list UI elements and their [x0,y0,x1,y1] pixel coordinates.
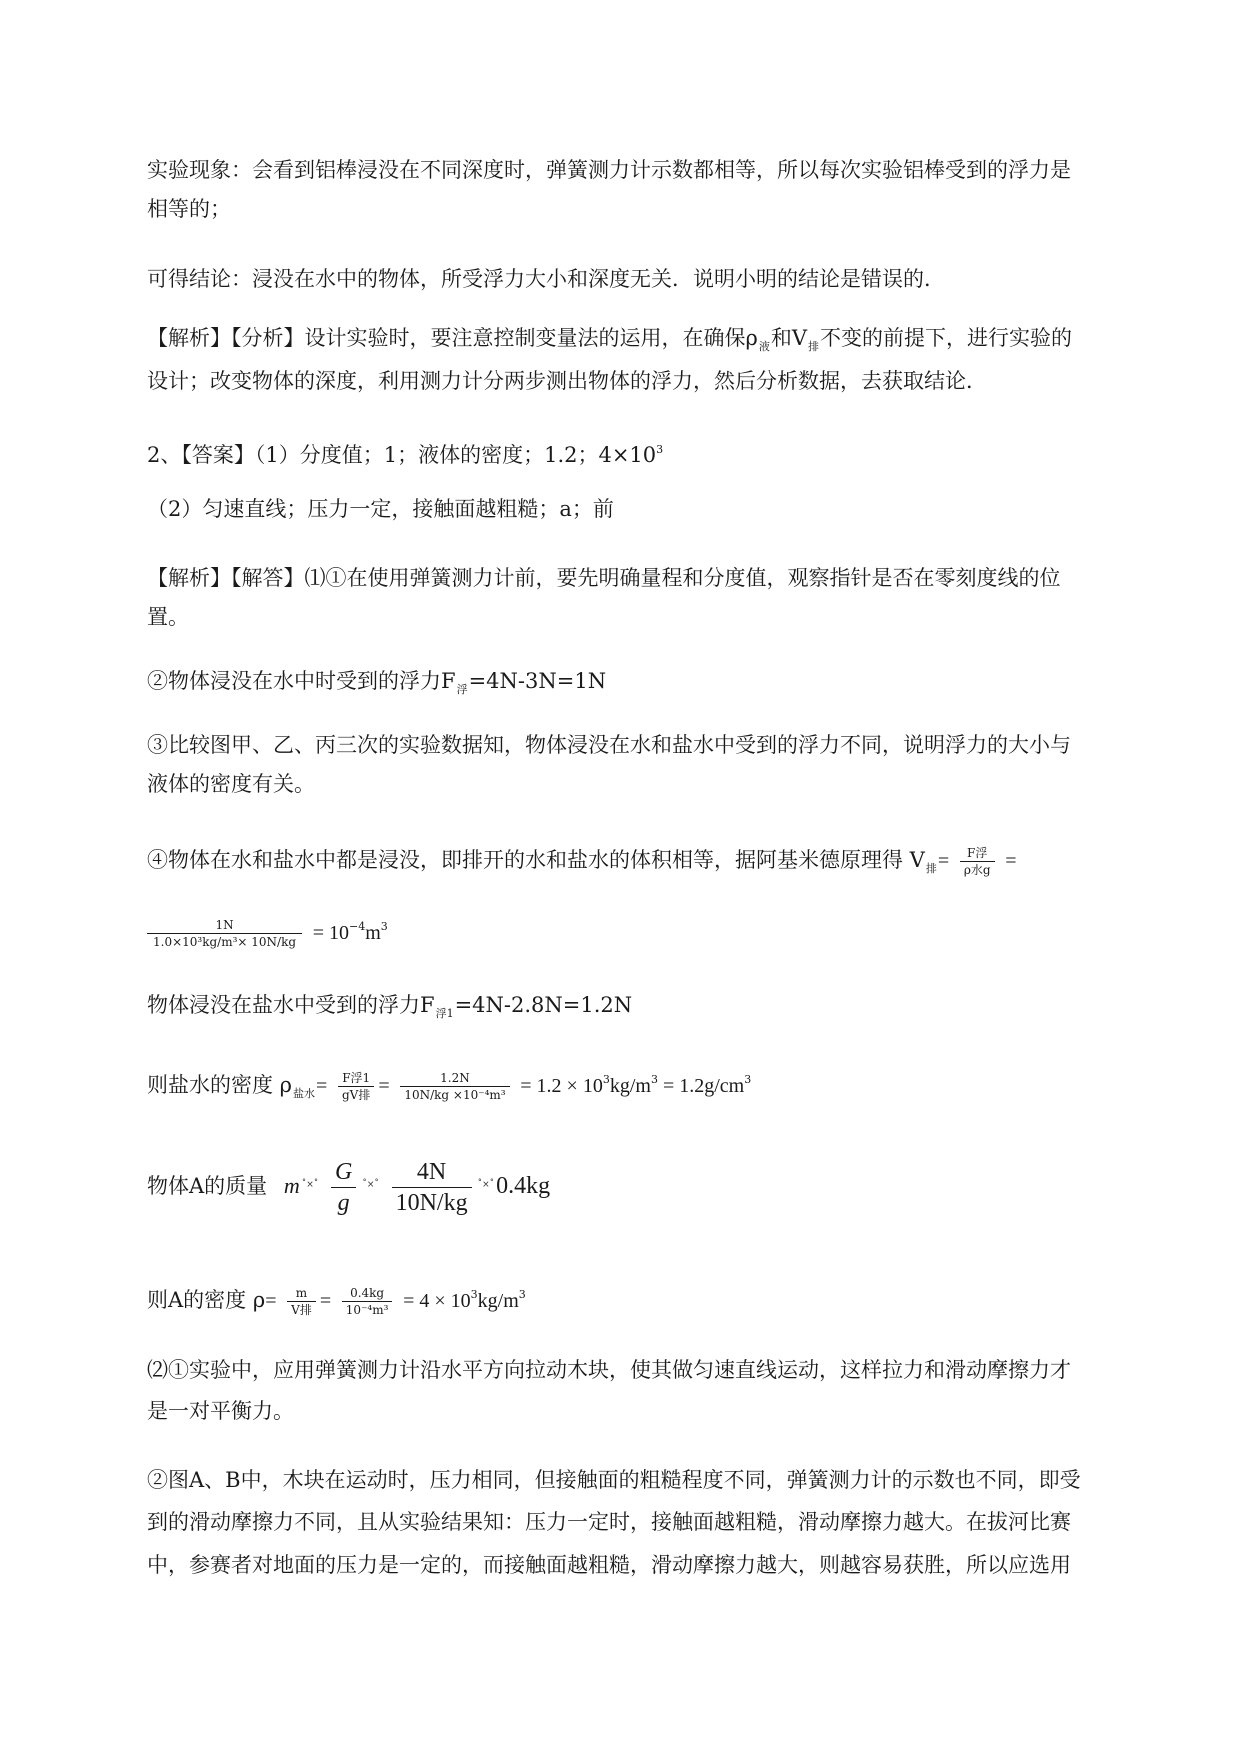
text-line: 【解析】【解答】⑴①在使用弹簧测力计前，要先明确量程和分度值，观察指针是否在零刻度线的位 [147,566,1061,590]
subscript: 排 [808,340,820,353]
superscript: 3 [518,1288,526,1301]
equals-sign: = [316,1075,328,1097]
numerator: 0.4kg [350,1286,385,1300]
fraction [147,917,302,950]
fraction [287,1285,316,1318]
formula-line: 则A的密度 ρ= $\frac{m}{\text{V排}}$ = $\frac{0.4kg}{\text{10⁻⁴m³}}$ = $4 \times 10^3kg/m^3$ [147,1286,526,1317]
text-span: 物体浸没在盐水中受到的浮力F [147,993,435,1017]
text-span: 则盐水的密度 ρ [147,1073,293,1097]
superscript: 3 [602,1073,610,1086]
denominator: 1.0×10³kg/m³× 10N/kg [147,933,302,950]
text-span: ②物体浸没在水中时受到的浮力F [147,669,456,693]
equals-sign: = [265,1290,277,1312]
symbol: ˚×˚ [362,1180,379,1190]
result: = 1.2 × 10 [520,1075,603,1097]
fraction [400,1070,509,1103]
text-line [147,990,632,1029]
text-line [147,435,663,470]
text-span: 【解析】【分析】设计实验时，要注意控制变量法的运用，在确保ρ [147,326,758,350]
result: = 1.2g/cm [657,1075,745,1097]
numerator: F浮1 [342,1071,371,1085]
denominator: V排 [287,1301,316,1318]
unit: kg/m [609,1075,651,1097]
subscript: 浮 [456,683,468,696]
text-line: 液体的密度有关。 [147,772,315,796]
numerator: F浮 [967,846,988,860]
numerator: 1.2N [440,1071,470,1085]
denominator: g [331,1187,356,1218]
unit: m [365,922,381,944]
text-span: 和V [770,326,808,350]
formula-line: 则盐水的密度 $\rho_{盐水}=$ $\frac{\text{F浮1}}{\text{gV排}}$ = $\frac{1.2N}{\text{10N/kg ×10⁻⁴m³}}$ = $1.2 \times 10^3kg/m^3 = 1.2g/cm^3$ [147,1071,752,1102]
symbol: ˚×˚ [301,1180,319,1190]
superscript: 3 [650,1073,658,1086]
superscript: −4 [349,920,366,933]
subscript: 盐水 [293,1087,316,1100]
text-span: =4N-3N=1N [468,669,607,693]
subscript: 排 [925,862,937,875]
fraction [338,1070,374,1103]
symbol: ˚×˚ [477,1180,495,1190]
numerator: 4N [416,1159,447,1185]
text-line: 到的滑动摩擦力不同，且从实验结果知：压力一定时，接触面越粗糙，滑动摩擦力越大。在拔河比赛 [147,1510,1071,1534]
formula-line [147,1150,550,1221]
formula-line [147,840,1017,889]
text-line: 实验现象：会看到铝棒浸没在不同深度时，弹簧测力计示数都相等，所以每次实验铝棒受到的浮力是 [147,158,1071,182]
text-line [147,323,1072,362]
text-line [147,666,606,705]
equals-sign: = [937,850,950,872]
numerator: 1N [215,918,234,932]
superscript: 3 [380,920,388,933]
text-line: ②图A、B中，木块在运动时，压力相同，但接触面的粗糙程度不同，弹簧测力计的示数也不同，即受 [147,1468,1081,1492]
denominator: 10⁻⁴m³ [342,1301,393,1318]
text-span: 2、【答案】（1）分度值；1；液体的密度；1.2；4×10 [147,443,657,467]
text-span: 不变的前提下，进行实验的 [820,326,1073,350]
superscript: 3 [744,1073,752,1086]
text-span: 则A的密度 ρ [147,1288,266,1312]
text-line: 是一对平衡力。 [147,1399,294,1423]
text-line: 设计；改变物体的深度，利用测力计分两步测出物体的浮力，然后分析数据，去获取结论． [147,369,987,393]
formula-line [147,905,388,955]
text-line: 中，参赛者对地面的压力是一定的，而接触面越粗糙，滑动摩擦力越大，则越容易获胜，所以应选用 [147,1553,1071,1577]
text-line: ③比较图甲、乙、丙三次的实验数据知，物体浸没在水和盐水中受到的浮力不同，说明浮力的大小与 [147,733,1071,757]
result: 0.4kg [496,1173,551,1199]
superscript: 3 [470,1288,478,1301]
text-span: ④物体在水和盐水中都是浸没，即排开的水和盐水的体积相等，据阿基米德原理得 V [147,848,925,872]
fraction [331,1157,356,1218]
fraction [960,845,995,878]
text-span: 物体A的质量 [147,1174,268,1198]
unit: kg/m [477,1290,519,1312]
denominator: gV排 [338,1086,374,1103]
numerator: G [334,1159,353,1185]
text-line: 可得结论：浸没在水中的物体，所受浮力大小和深度无关．说明小明的结论是错误的． [147,267,945,291]
fraction [392,1157,472,1218]
text-line: 置。 [147,605,189,629]
denominator: ρ水g [960,861,995,878]
text-line: 相等的； [147,197,231,221]
numerator: m [295,1286,308,1300]
result: = 4 × 10 [403,1290,471,1312]
text-span: =4N-2.8N=1.2N [454,993,633,1017]
denominator: 10N/kg ×10⁻⁴m³ [400,1086,509,1103]
subscript: 浮1 [435,1007,454,1020]
denominator: 10N/kg [392,1187,472,1218]
equals-sign: = [1005,850,1017,872]
superscript: 3 [656,443,664,456]
subscript: 液 [758,340,770,353]
variable: m [283,1173,300,1198]
text-line: （2）匀速直线；压力一定，接触面越粗糙；a；前 [147,497,614,521]
text-line: ⑵①实验中，应用弹簧测力计沿水平方向拉动木块，使其做匀速直线运动，这样拉力和滑动摩擦力才 [147,1358,1071,1382]
fraction [342,1285,393,1318]
result: = 10 [312,922,350,944]
